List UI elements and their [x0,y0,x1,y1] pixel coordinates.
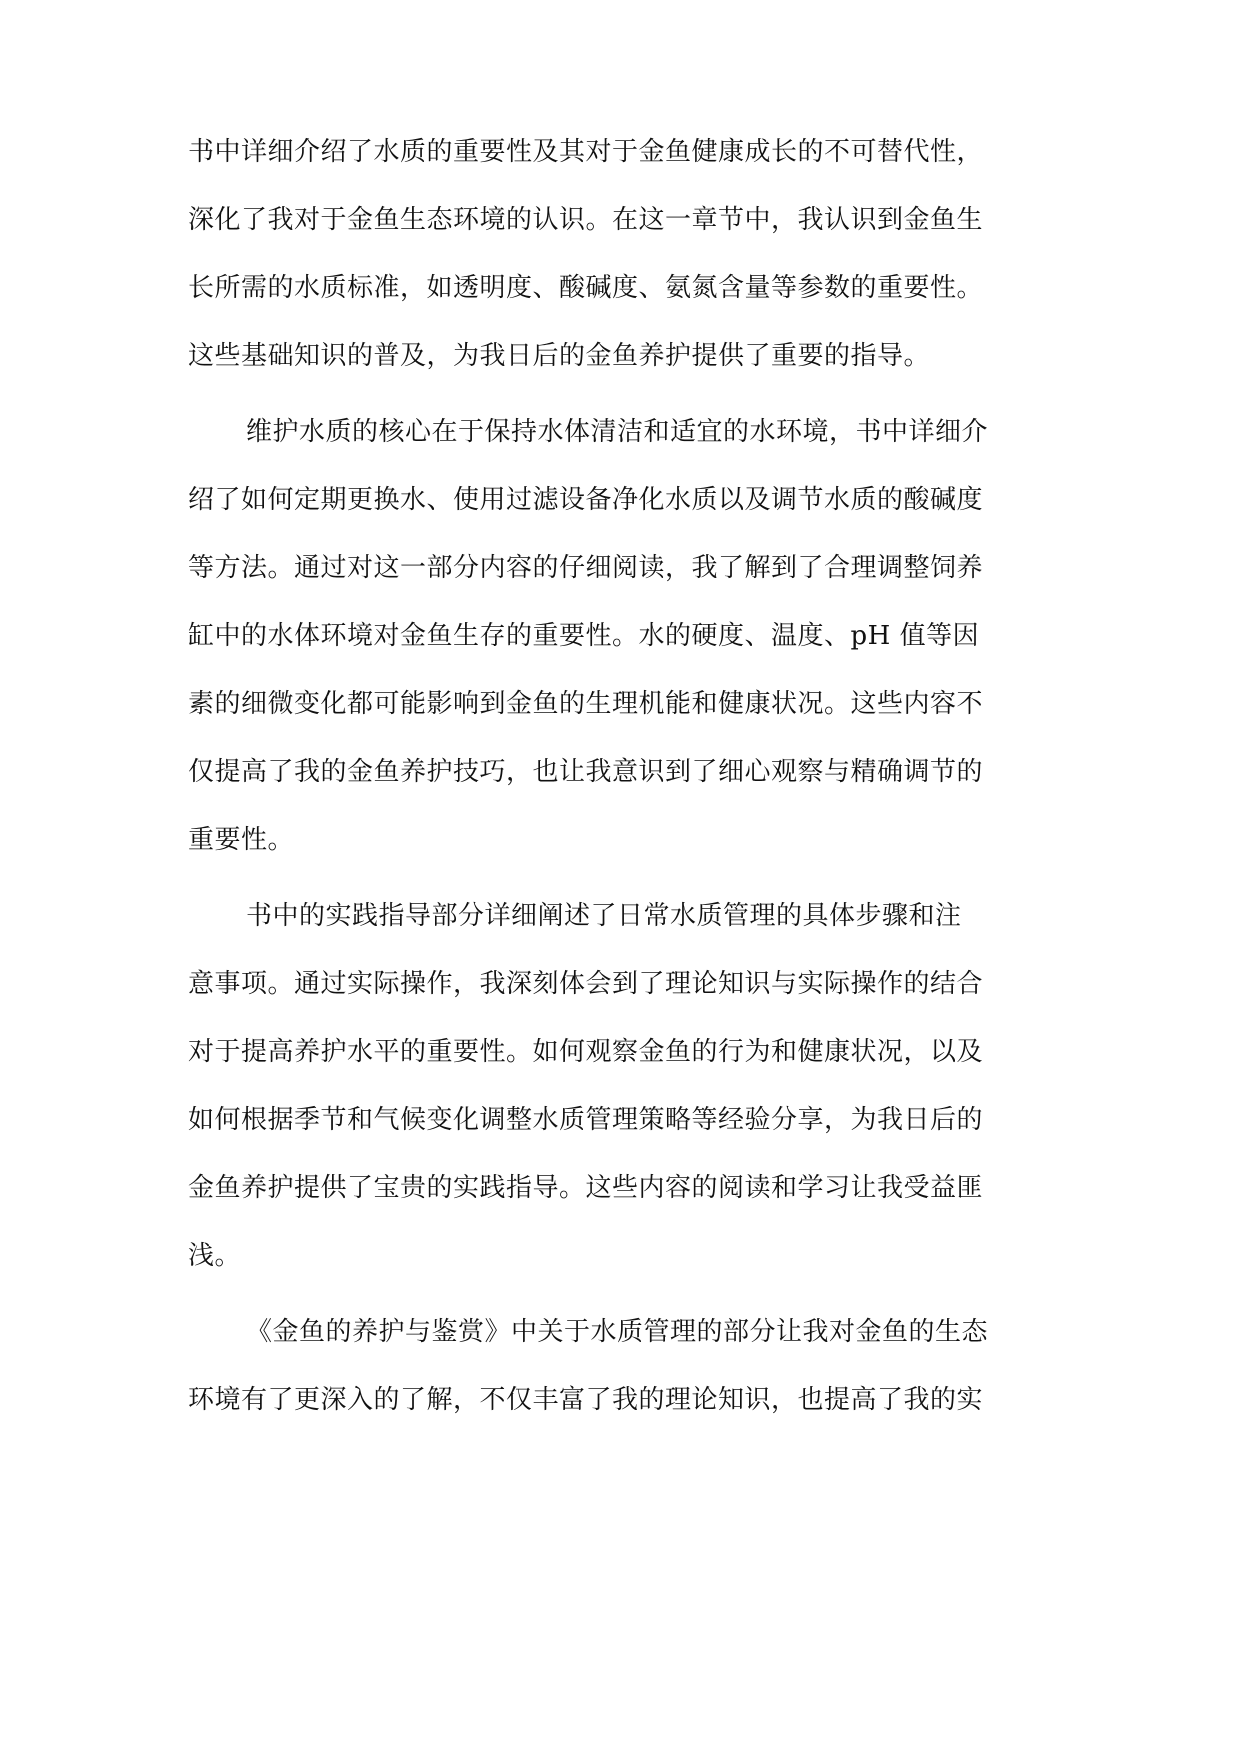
text-line: 维护水质的核心在于保持水体清洁和适宜的水环境，书中详细介 [246,417,989,447]
text-line: 缸中的水体环境对金鱼生存的重要性。水的硬度、温度、pH 值等因 [188,621,980,651]
text-line: 等方法。通过对这一部分内容的仔细阅读，我了解到了合理调整饲养 [188,553,984,583]
text-line: 书中详细介绍了水质的重要性及其对于金鱼健康成长的不可替代性， [188,137,984,167]
text-line: 金鱼养护提供了宝贵的实践指导。这些内容的阅读和学习让我受益匪 [188,1173,984,1203]
text-line: 环境有了更深入的了解，不仅丰富了我的理论知识，也提高了我的实 [188,1385,984,1415]
text-line: 意事项。通过实际操作，我深刻体会到了理论知识与实际操作的结合 [188,969,984,999]
text-line: 长所需的水质标准，如透明度、酸碱度、氨氮含量等参数的重要性。 [188,273,984,303]
text-line: 如何根据季节和气候变化调整水质管理策略等经验分享，为我日后的 [188,1105,984,1135]
text-line: 仅提高了我的金鱼养护技巧，也让我意识到了细心观察与精确调节的 [188,757,984,787]
text-line: 绍了如何定期更换水、使用过滤设备净化水质以及调节水质的酸碱度 [188,485,984,515]
text-line: 重要性。 [188,825,295,855]
text-line: 深化了我对于金鱼生态环境的认识。在这一章节中，我认识到金鱼生 [188,205,984,235]
text-line: 浅。 [188,1241,242,1271]
text-line: 《金鱼的养护与鉴赏》中关于水质管理的部分让我对金鱼的生态 [246,1317,989,1347]
text-line: 素的细微变化都可能影响到金鱼的生理机能和健康状况。这些内容不 [188,689,984,719]
text-line: 这些基础知识的普及，为我日后的金鱼养护提供了重要的指导。 [188,341,931,371]
text-line: 书中的实践指导部分详细阐述了日常水质管理的具体步骤和注 [246,901,962,931]
text-line: 对于提高养护水平的重要性。如何观察金鱼的行为和健康状况，以及 [188,1037,984,1067]
